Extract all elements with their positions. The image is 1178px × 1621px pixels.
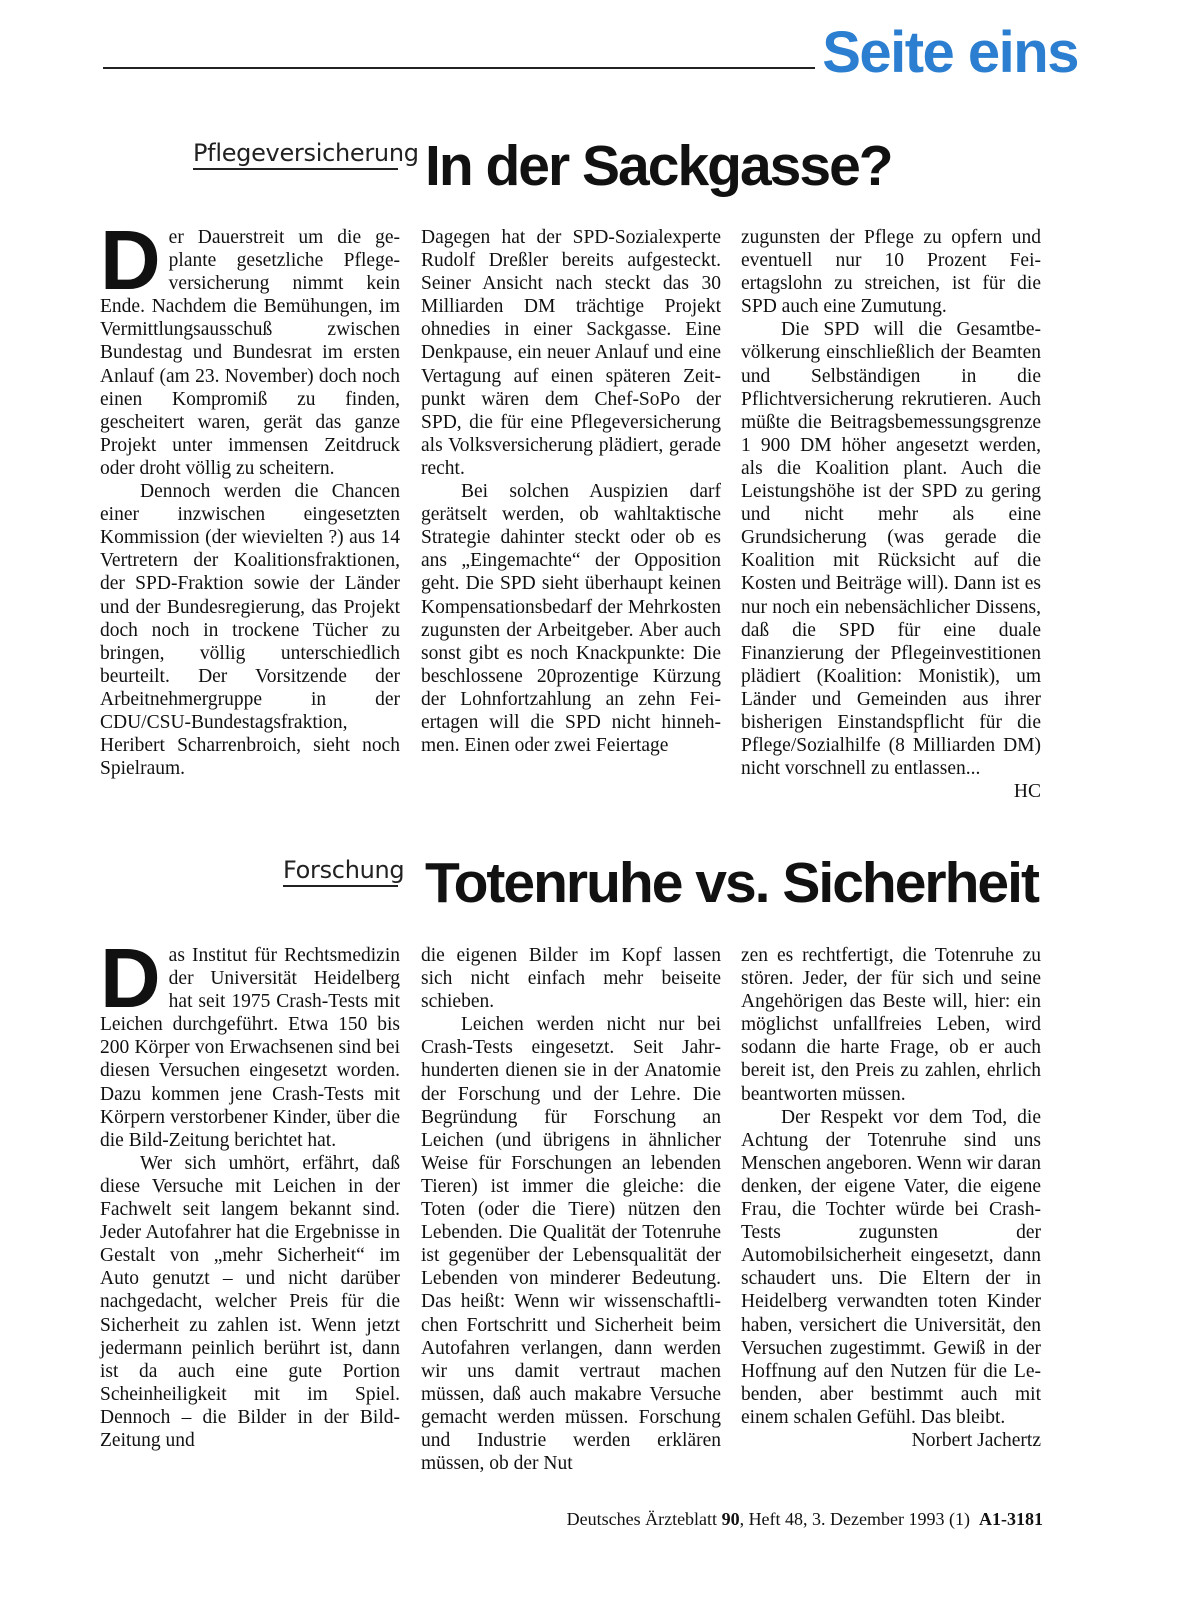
article2-lead-text: as Institut für Rechtsmedizin der Universität Heidelberg hat seit 1975 Crash-Tests mit Leichen durchgeführt. Etwa 150 bis 200 Körper von Erwachsenen sind bei diesen Versuchen eingesetzt worden. Dazu kommen jene Crash-Tests mit Körpern verstorbener Kinder, über die die Bild-Zeitung berichtet hat. xyxy=(100,945,400,1151)
article2-paragraph: die eigenen Bilder im Kopf lassen sich nicht einfach mehr beiseite schieben. xyxy=(421,945,721,1013)
article2-column-1 xyxy=(100,931,400,1452)
header-rule xyxy=(103,67,815,69)
article1-paragraph: Die SPD will die Gesamtbevölkerung einschließlich der Beamten und Selbständigen in die Pflichtversicherung rekrutieren. Auch müßte die Beitragsbemessungsgrenze 1 900 DM höher angesetzt werden, als die Koalition plant. Auch die Leistungshöhe ist der SPD zu gering und nicht mehr als eine Grundsicherung (was gerade die Koalition mit Rücksicht auf die Kosten und Beiträge will). Dann ist es nur noch ein nebensächlicher Dissens, daß die SPD für eine duale Finanzierung der Pflegeinvestitionen plädiert (Koalition: Monistik), um Länder und Gemeinden aus ihrer bisherigen Einstandspflicht für die Pflege/Sozialhilfe (8 Milliarden DM) nicht vorschnell zu entlassen... xyxy=(741,319,1041,780)
article2-paragraph: zen es rechtfertigt, die Totenruhe zu stören. Jeder, der für sich und seine Angehörigen das Beste will, hier: ein möglichst unfallfreies Leben, wird sodann die harte Frage, ob er auch bereit ist, den Preis zu zahlen, ehrlich beantworten müssen. xyxy=(741,945,1041,1105)
page-footer xyxy=(567,1509,1043,1530)
article1-signature: HC xyxy=(1013,781,1041,803)
article2-paragraph: Leichen werden nicht nur bei Crash-Tests eingesetzt. Seit Jahrhunderten dienen sie in der Anatomie der Forschung und der Lehre. Die Begründung für Forschung an Leichen (und übrigens in ähnlicher Weise für Forschungen an lebenden Tieren) ist immer die gleiche: die Toten (oder die Tiere) nützen den Lebenden. Die Qualität der Totenruhe ist gegenüber der Lebensqualität der Lebenden von minderer Bedeutung. Das heißt: Wenn wir wissenschaftlichen Fortschritt und Sicherheit beim Autofahren verlangen, dann werden wir uns damit vertraut machen müssen, daß auch makabre Versuche gemacht werden müssen. Forschung und Industrie werden erklären müssen, ob der Nut xyxy=(421,1014,721,1475)
article2-column-2 xyxy=(421,944,721,1475)
article2-dropcap: D xyxy=(100,931,161,1025)
article1-paragraph: Dagegen hat der SPD-Sozialexperte Rudolf Dreßler bereits aufgesteckt. Seiner Ansicht nach steckt das 30 Milliarden DM trächtige Projekt ohnedies in einer Sackgasse. Eine Denkpause, ein neuer Anlauf und eine Vertagung auf einen späteren Zeitpunkt wären dem Chef-SoPo der SPD, die für eine Pflegeversicherung als Volksversicherung plädiert, gerade recht. xyxy=(421,227,721,479)
article1-dropcap: D xyxy=(100,213,161,307)
footer-page-number: A1-3181 xyxy=(979,1509,1043,1529)
article2-signature: Norbert Jachertz xyxy=(911,1429,1041,1451)
article1-column-1 xyxy=(100,213,400,780)
article2-paragraph: Wer sich umhört, erfährt, daß diese Versuche mit Leichen in der Fachwelt seit langem bekannt sind. Jeder Autofahrer hat die Ergebnisse in Gestalt von „mehr Sicherheit“ im Auto genutzt – und nicht darüber nachgedacht, welcher Preis für die Sicherheit zu zahlen ist. Wenn jetzt jedermann peinlich berührt ist, dann ist da auch eine gute Portion Scheinheiligkeit mit im Spiel. Dennoch – die Bilder in der Bild-Zeitung und xyxy=(100,1152,400,1451)
article1-paragraph: zugunsten der Pflege zu opfern und eventuell nur 10 Prozent Feiertagslohn zu streichen, ist für die SPD auch eine Zumutung. xyxy=(741,227,1041,318)
article1-headline: In der Sackgasse? xyxy=(425,134,892,198)
footer-issue: , Heft 48, 3. Dezember 1993 (1) xyxy=(739,1509,970,1529)
footer-volume: 90 xyxy=(721,1509,740,1529)
article1-lead-text: er Dauerstreit um die geplante gesetzliche Pflegeversicherung nimmt kein Ende. Nachdem die Bemühungen, im Vermittlungsausschuß zwischen Bundestag und Bundesrat im ersten Anlauf (am 23. November) doch noch einen Kompromiß zu finden, gescheitert waren, gerät das ganze Projekt unter immensen Zeitdruck oder droht völlig zu scheitern. xyxy=(100,227,400,479)
article2-column-3 xyxy=(741,944,1041,1452)
footer-journal: Deutsches Ärzteblatt xyxy=(566,1509,718,1529)
article2-paragraph: Der Respekt vor dem Tod, die Achtung der Totenruhe sind uns Menschen angeboren. Wenn wir daran denken, der eigene Vater, die eigene Frau, die Tochter würde bei Crash-Tests zugunsten der Automobilsicherheit eingesetzt, dann schaudert uns. Die Eltern der in Heidelberg verwandten toten Kinder haben, versichert die Universität, den Versuchen zugestimmt. Gewiß in der Hoffnung auf den Nutzen für die Lebenden, aber bestimmt auch mit einem schalen Gefühl. Das bleibt. xyxy=(741,1106,1041,1428)
article1-column-3 xyxy=(741,226,1041,803)
article1-paragraph: Dennoch werden die Chancen einer inzwischen eingesetzten Kommission (der wievielten ?) aus 14 Vertretern der Koalitionsfraktionen, der SPD-Fraktion sowie der Länder und der Bundesregierung, das Projekt doch noch in trockene Tücher zu bringen, völlig unterschiedlich beurteilt. Der Vorsitzende der Arbeitnehmergruppe in der CDU/CSU-Bundestagsfraktion, Heribert Scharrenbroich, sieht noch Spielraum. xyxy=(100,481,400,780)
article2-headline: Totenruhe vs. Sicherheit xyxy=(425,851,1038,915)
article2-kicker: Forschung xyxy=(283,856,398,887)
article1-column-2 xyxy=(421,226,721,757)
section-title: Seite eins xyxy=(822,20,1078,85)
article1-paragraph: Bei solchen Auspizien darf gerätselt werden, ob wahltaktische Strategie dahinter steckt oder ob es ans „Eingemachte“ der Opposition geht. Die SPD sieht überhaupt keinen Kompensationsbedarf der Mehrkosten zugunsten der Arbeitgeber. Aber auch sonst gibt es noch Knackpunkte: Die beschlossene 20prozentige Kürzung der Lohnfortzahlung an zehn Feiertagen will die SPD nicht hinnehmen. Einen oder zwei Feiertage xyxy=(421,481,721,757)
article1-kicker: Pflegeversicherung xyxy=(193,139,398,170)
